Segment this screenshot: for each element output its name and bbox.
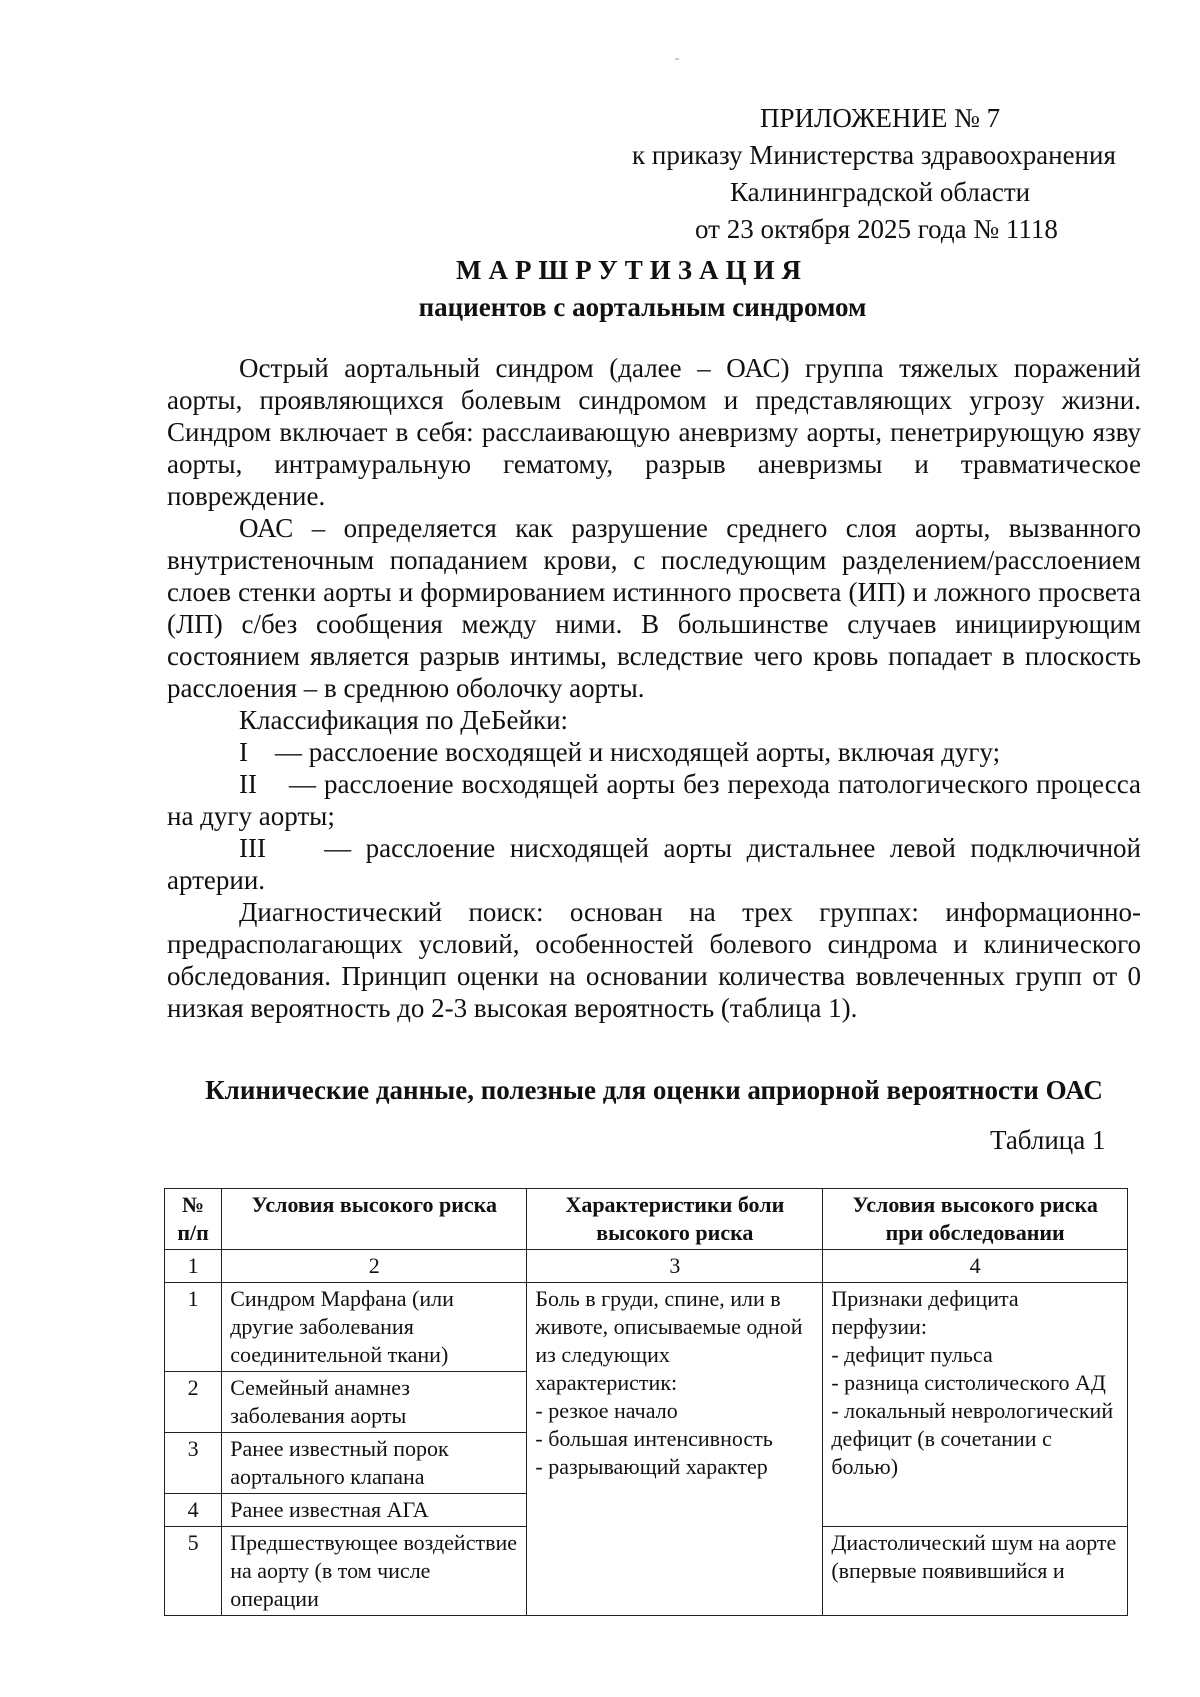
risk-condition-cell: Семейный анамнез заболевания аорты	[222, 1372, 527, 1433]
risk-condition-cell: Предшествующее воздействие на аорту (в том числе операции	[222, 1527, 527, 1616]
appendix-number: ПРИЛОЖЕНИЕ № 7	[760, 103, 1001, 133]
row-number: 3	[165, 1433, 222, 1494]
classification-type-1: I — расслоение восходящей и нисходящей аорты, включая дугу;	[239, 737, 1001, 767]
section-subtitle: Клинические данные, полезные для оценки априорной вероятности ОАС	[205, 1075, 1103, 1105]
body-text	[167, 352, 1148, 1024]
row-number: 1	[165, 1283, 222, 1372]
column-number: 2	[222, 1250, 527, 1283]
paragraph-oas: ОАС – определяется как разрушение среднего слоя аорты, вызванного внутристеночным попаданием крови, с последующим разделением/расслоением слоев стенки аорты и формированием истинного просвета (ИП) и ложного просвета (ЛП) с/без сообщения между ними. В большинстве случаев инициирующим состоянием является разрыв интимы, вследствие чего кровь попадает в плоскость расслоения – в среднюю оболочку аорты.	[167, 513, 1141, 703]
paragraph-classification: Классификация по ДеБейки:	[239, 705, 569, 735]
exam-perfusion-cell: Признаки дефицита перфузии: - дефицит пульса - разница систолического АД - локальный неврологический дефицит (в сочетании с болью)	[823, 1283, 1128, 1527]
risk-condition-cell: Ранее известная АГА	[222, 1494, 527, 1527]
header-risk-conditions: Условия высокого риска	[222, 1189, 527, 1250]
exam-murmur-cell: Диастолический шум на аорте (впервые появившийся и	[823, 1527, 1128, 1616]
title-main: МАРШРУТИЗАЦИЯ	[455, 255, 809, 285]
row-number: 5	[165, 1527, 222, 1616]
title-sub: пациентов с аортальным синдромом	[418, 292, 867, 322]
order-date: от 23 октября 2025 года № 1118	[695, 214, 1058, 244]
risk-condition-cell: Синдром Марфана (или другие заболевания соединительной ткани)	[222, 1283, 527, 1372]
classification-type-3: III — расслоение нисходящей аорты дистальнее левой подключичной артерии.	[167, 833, 1148, 895]
table-header-row	[165, 1189, 1128, 1250]
table-label: Таблица 1	[990, 1125, 1106, 1155]
row-number: 4	[165, 1494, 222, 1527]
column-number: 3	[527, 1250, 823, 1283]
column-number: 4	[823, 1250, 1128, 1283]
scan-speck	[675, 58, 679, 60]
classification-type-2: II — расслоение восходящей аорты без перехода патологического процесса на дугу аорты;	[167, 769, 1148, 831]
column-number: 1	[165, 1250, 222, 1283]
table-row	[165, 1283, 1128, 1372]
risk-condition-cell: Ранее известный порок аортального клапана	[222, 1433, 527, 1494]
header-number: № п/п	[165, 1189, 222, 1250]
clinical-data-table	[164, 1188, 1128, 1616]
header-exam-conditions: Условия высокого риска при обследовании	[823, 1189, 1128, 1250]
paragraph-diagnostic: Диагностический поиск: основан на трех группах: информационно-предрасполагающих условий, особенностей болевого синдрома и клинического обследования. Принцип оценки на основании количества вовлеченных групп от 0 низкая вероятность до 2-3 высокая вероятность (таблица 1).	[167, 897, 1141, 1023]
order-reference: к приказу Министерства здравоохранения	[632, 140, 1116, 170]
pain-characteristics-cell: Боль в груди, спине, или в животе, описываемые одной из следующих характеристик: - резкое начало - большая интенсивность - разрывающий характер	[527, 1283, 823, 1616]
header-pain-characteristics: Характеристики боли высокого риска	[527, 1189, 823, 1250]
paragraph-definition: Острый аортальный синдром (далее – ОАС) группа тяжелых поражений аорты, проявляющихся болевым синдромом и представляющих угрозу жизни. Синдром включает в себя: расслаивающую аневризму аорты, пенетрирующую язву аорты, интрамуральную гематому, разрыв аневризмы и травматическое повреждение.	[167, 353, 1141, 511]
row-number: 2	[165, 1372, 222, 1433]
region-name: Калининградской области	[730, 177, 1031, 207]
document-title	[0, 252, 1200, 326]
table-column-numbers-row	[165, 1250, 1128, 1283]
